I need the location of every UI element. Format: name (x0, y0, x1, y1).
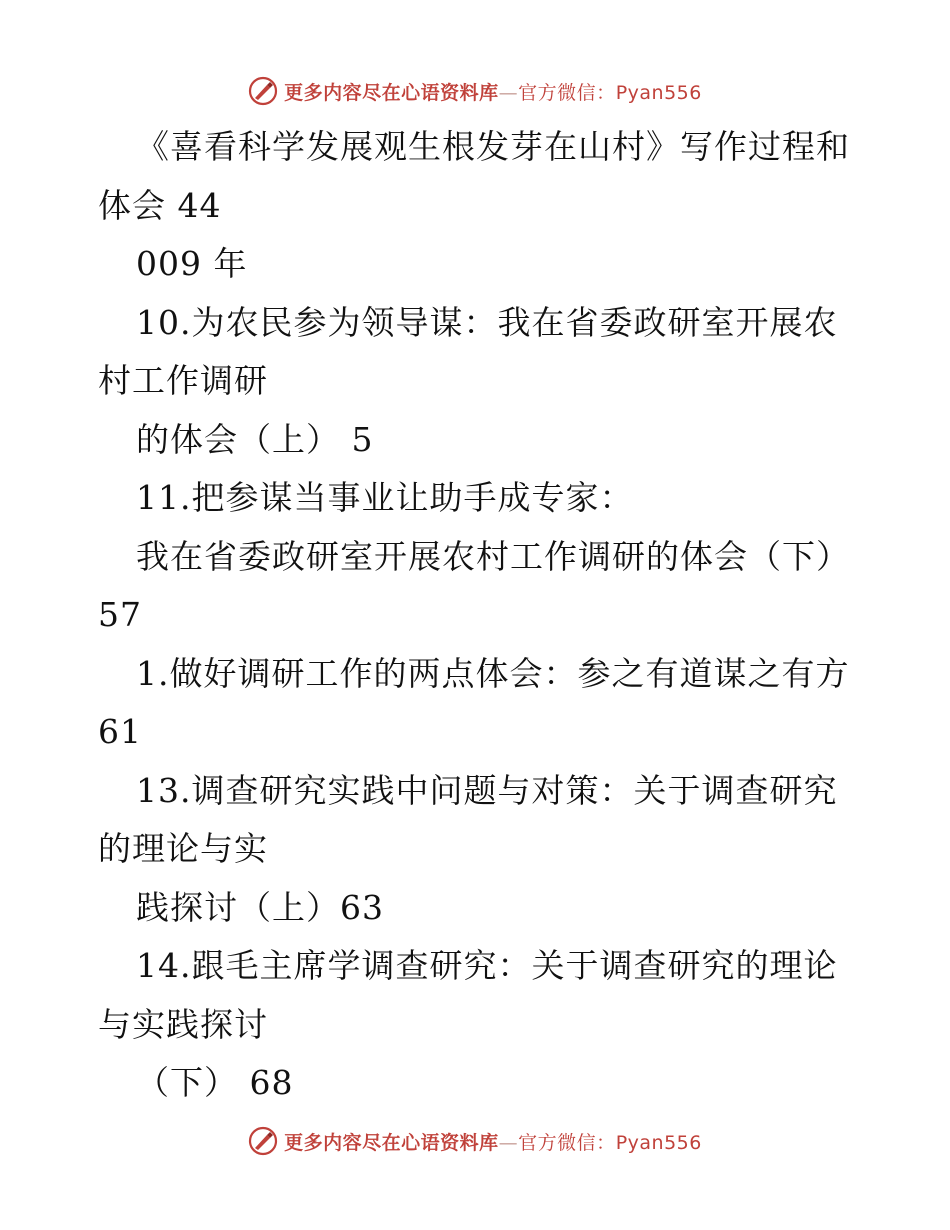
text-line: 10.为农民参为领导谋：我在省委政研室开展农 (136, 302, 838, 342)
banner-separator: — (498, 81, 519, 104)
footer-banner (0, 1121, 950, 1161)
header-banner-text (284, 78, 702, 105)
text-line: （下） 68 (136, 1063, 294, 1102)
banner-wechat-id: Pyan556 (615, 1131, 702, 1154)
pen-logo-icon (248, 76, 278, 106)
banner-slogan: 更多内容尽在心语资料库 (284, 81, 499, 104)
footer-banner-text (284, 1128, 702, 1155)
text-line: 《喜看科学发展观生根发芽在山村》写作过程和 (136, 127, 850, 166)
text-line: 村工作调研 (98, 361, 268, 400)
text-line: 11.把参谋当事业让助手成专家： (136, 478, 634, 517)
text-line: 57 (98, 595, 142, 634)
text-line: 的理论与实 (98, 829, 268, 868)
text-line: 1.做好调研工作的两点体会：参之有道谋之有方 (136, 653, 850, 693)
document-body (98, 118, 858, 1113)
text-line: 体会 44 (98, 185, 222, 225)
banner-wechat-label: 官方微信： (518, 81, 616, 104)
text-line: 14.跟毛主席学调查研究：关于调查研究的理论 (136, 946, 838, 985)
text-line: 13.调查研究实践中问题与对策：关于调查研究 (136, 770, 838, 810)
text-line: 61 (98, 712, 142, 751)
banner-separator: — (498, 1131, 519, 1154)
text-line: 009 年 (136, 244, 248, 283)
banner-slogan: 更多内容尽在心语资料库 (284, 1131, 499, 1154)
banner-wechat-label: 官方微信： (518, 1131, 616, 1154)
header-banner (0, 71, 950, 111)
pen-logo-icon (248, 1126, 278, 1156)
text-line: 的体会（上） 5 (136, 419, 374, 459)
text-line: 践探讨（上）63 (136, 887, 384, 927)
text-line: 我在省委政研室开展农村工作调研的体会（下） (136, 536, 850, 576)
text-line: 与实践探讨 (98, 1004, 268, 1044)
banner-wechat-id: Pyan556 (615, 81, 702, 104)
